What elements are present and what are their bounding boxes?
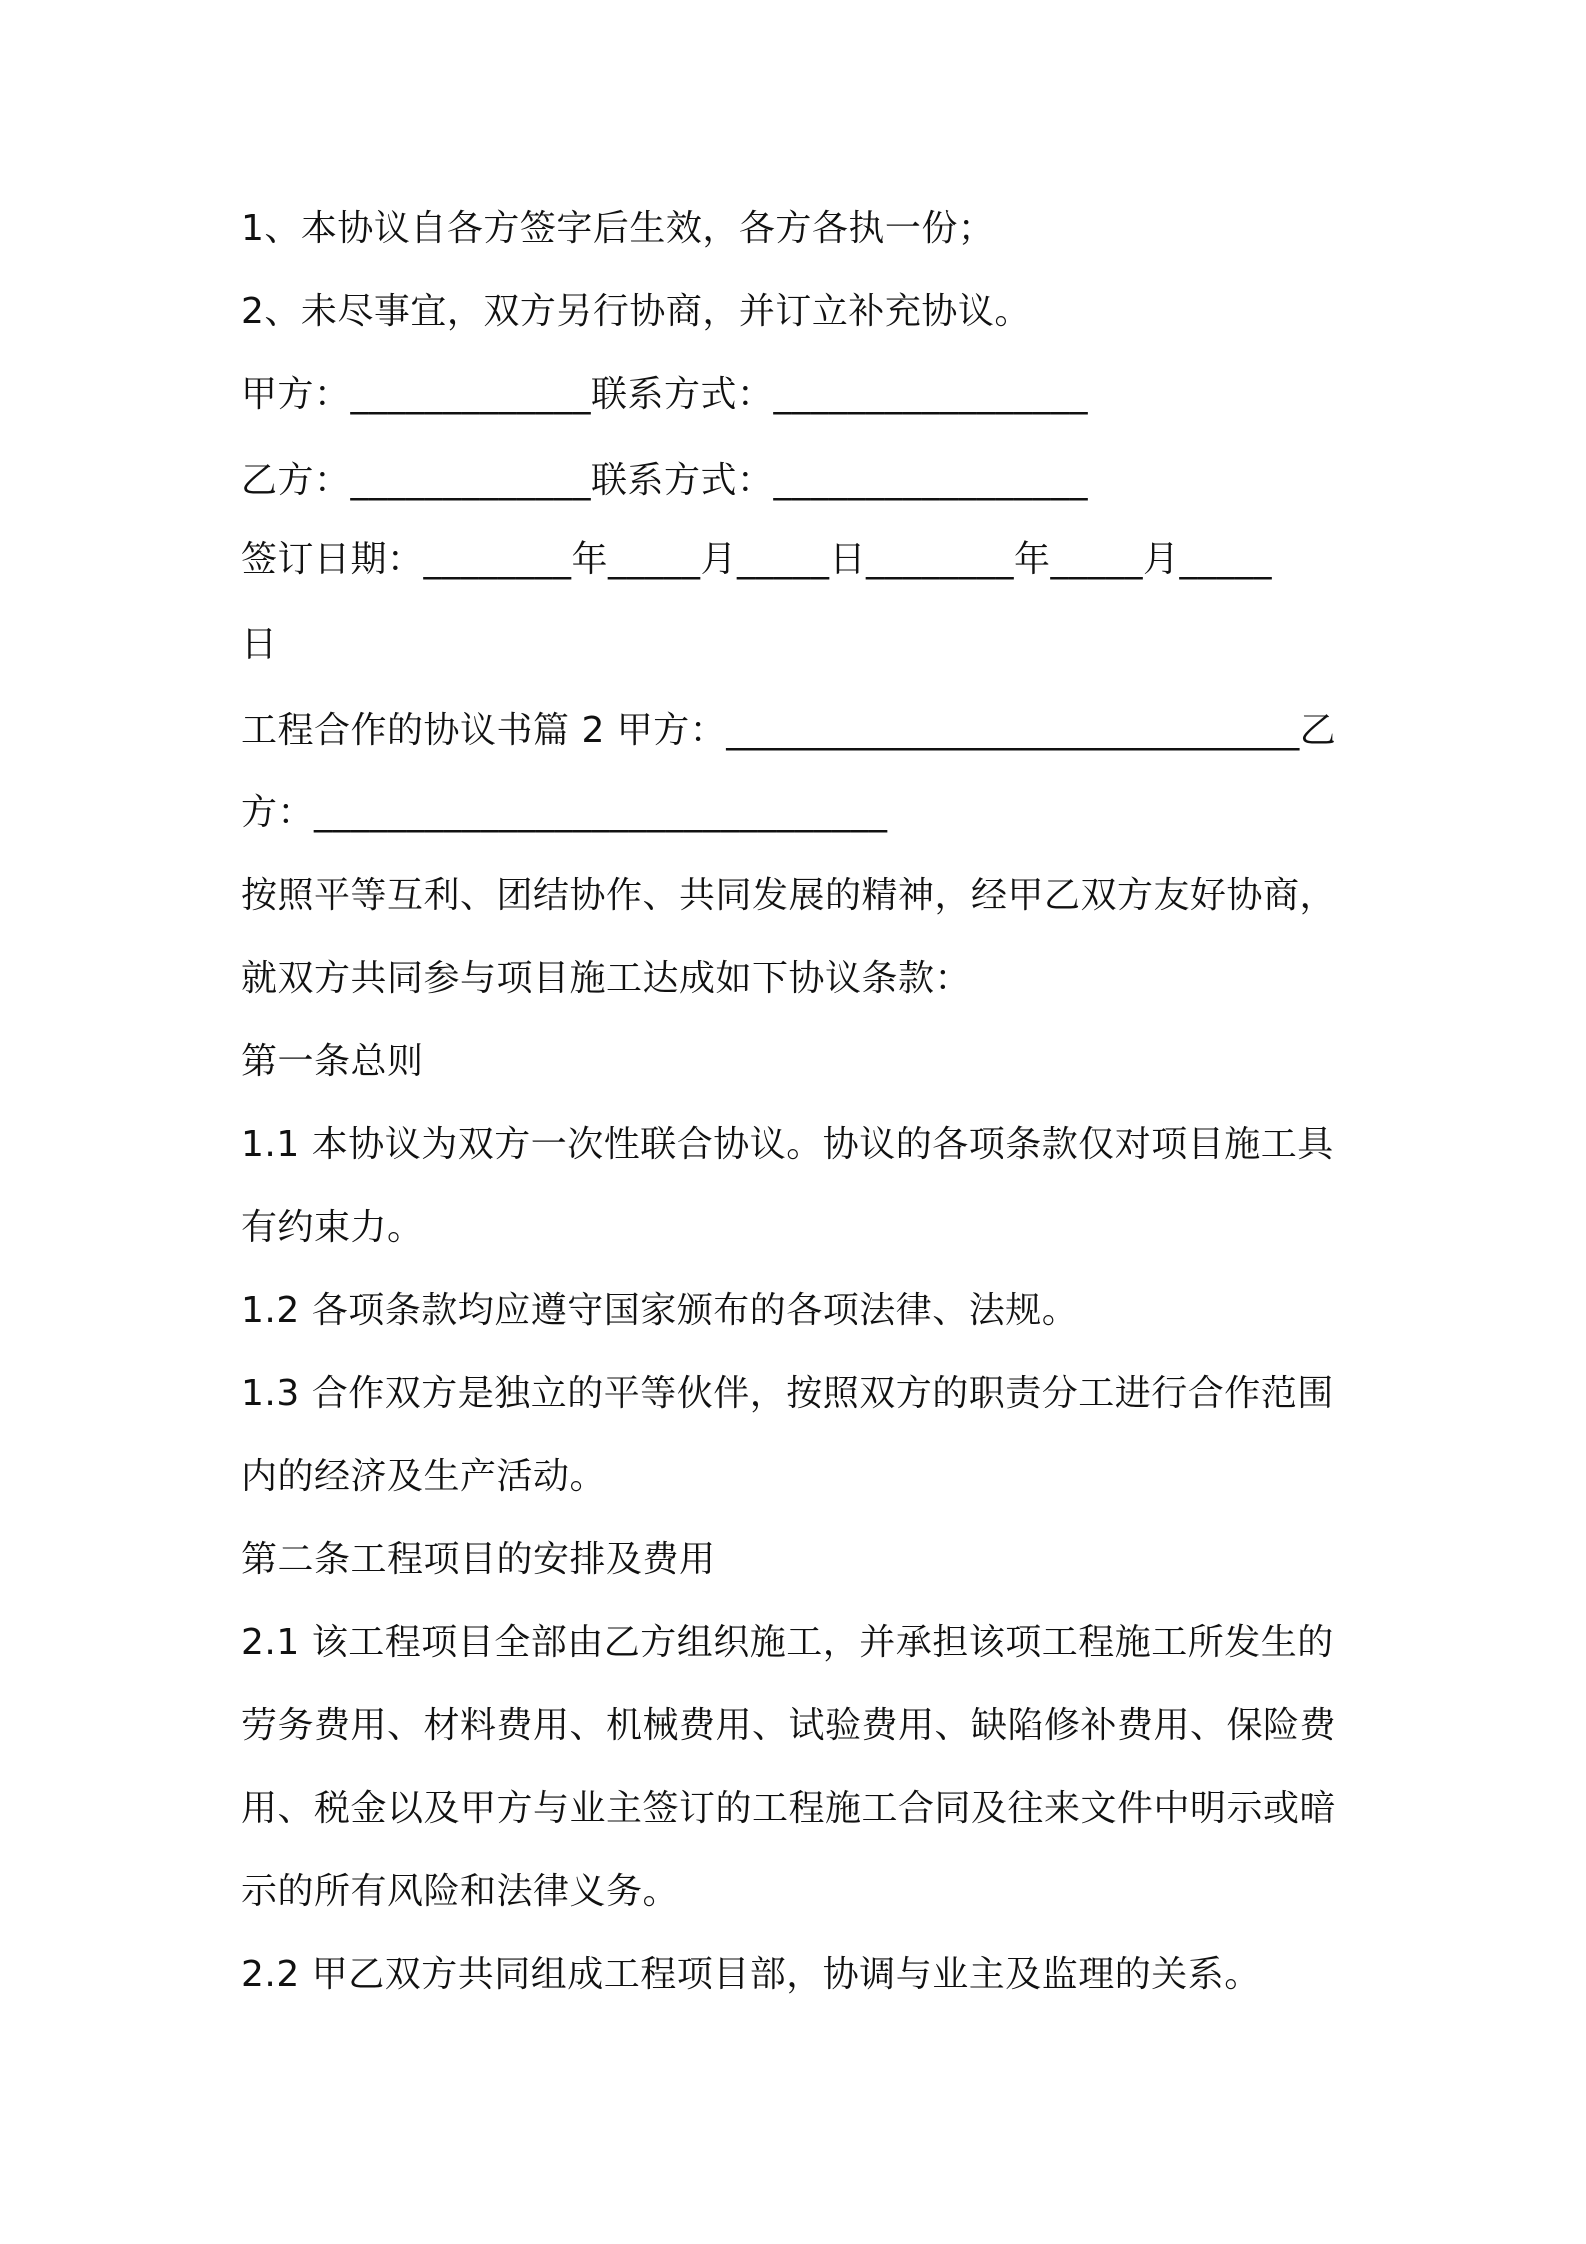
text-line: 2、未尽事宜，双方另行协商，并订立补充协议。 (241, 291, 1031, 332)
text-line: 2.2 甲乙双方共同组成工程项目部，协调与业主及监理的关系。 (241, 1954, 1261, 1995)
section-heading: 第一条总则 (241, 1041, 424, 1082)
text-line: 就双方共同参与项目施工达成如下协议条款： (241, 958, 972, 999)
text-line: 签订日期：________年_____月_____日________年_____月_____ (241, 539, 1272, 580)
text-line: 甲方：_____________联系方式：_________________ (241, 374, 1089, 415)
text-line: 1.3 合作双方是独立的平等伙伴，按照双方的职责分工进行合作范围 (241, 1373, 1334, 1414)
text-line: 方：_______________________________ (241, 792, 888, 833)
text-line: 用、税金以及甲方与业主签订的工程施工合同及往来文件中明示或暗 (241, 1788, 1337, 1829)
text-line: 按照平等互利、团结协作、共同发展的精神，经甲乙双方友好协商， (241, 875, 1337, 916)
text-line: 内的经济及生产活动。 (241, 1456, 607, 1497)
text-line: 乙方：_____________联系方式：_________________ (241, 460, 1089, 501)
text-line: 示的所有风险和法律义务。 (241, 1871, 680, 1912)
text-line: 1.2 各项条款均应遵守国家颁布的各项法律、法规。 (241, 1290, 1079, 1331)
text-line: 有约束力。 (241, 1207, 424, 1248)
text-line: 2.1 该工程项目全部由乙方组织施工，并承担该项工程施工所发生的 (241, 1622, 1334, 1663)
section-heading: 第二条工程项目的安排及费用 (241, 1539, 716, 1580)
text-line: 工程合作的协议书篇 2 甲方：_______________________________乙 (241, 710, 1337, 751)
text-line: 劳务费用、材料费用、机械费用、试验费用、缺陷修补费用、保险费 (241, 1705, 1337, 1746)
text-line: 日 (241, 624, 278, 665)
text-line: 1.1 本协议为双方一次性联合协议。协议的各项条款仅对项目施工具 (241, 1124, 1334, 1165)
text-line: 1、本协议自各方签字后生效，各方各执一份； (241, 208, 995, 249)
